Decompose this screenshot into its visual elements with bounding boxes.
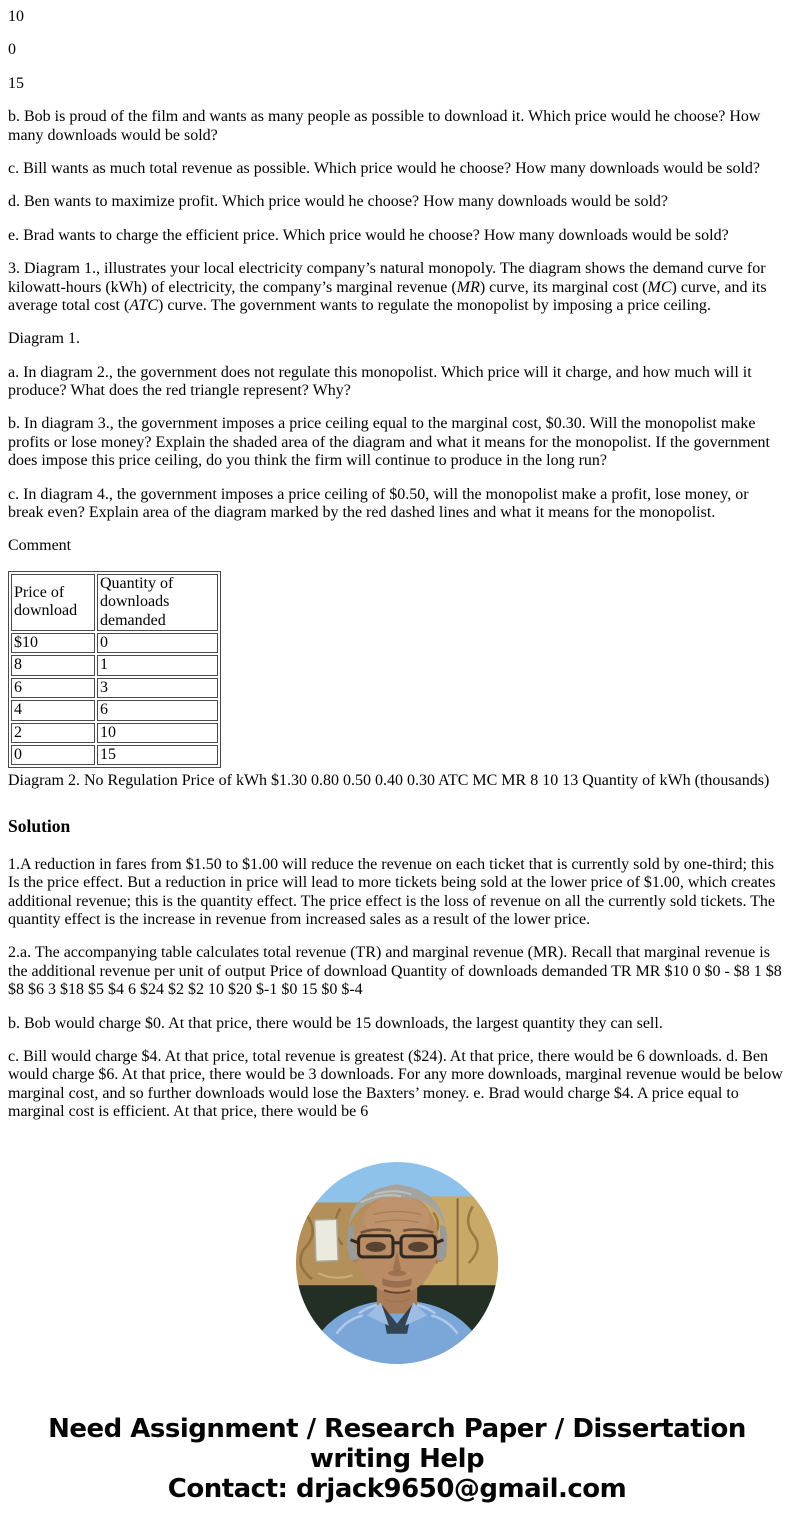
table-header-quantity: Quantity of downloads demanded [97,574,218,631]
subquestion-b: b. In diagram 3., the government imposes a price ceiling equal to the marginal cost, $0.30. Will the monopolist make profits or lose money? Explain the shaded area of the diagram and what it means for the monopolist. If the government does impose this price ceiling, do you think the firm will continue to produce in the long run? [8,415,770,470]
avatar [296,1162,498,1364]
document-page [8,8,786,1504]
axis-value-3: 15 [8,74,24,92]
price-cell: 0 [11,745,95,765]
portrait-photo [296,1162,498,1364]
wall-plate [314,1219,338,1261]
question-3 [8,260,786,315]
price-cell: 4 [11,700,95,720]
solution-paragraph-c: c. Bill would charge $4. At that price, total revenue is greatest ($24). At that price, there would be 6 downloads. d. Ben would charge $6. At that price, there would be 3 downloads. For any more downloads, marginal revenue would be below marginal cost, and so further downloads would lose the Baxters’ money. e. Brad would charge $4. A price equal to marginal cost is efficient. At that price, there would be 6 [8,1047,783,1121]
table-row [11,700,218,720]
italic-term: MC [647,278,672,296]
quantity-cell: 15 [97,745,218,765]
question-b: b. Bob is proud of the film and wants as many people as possible to download it. Which price would he choose? How many downloads would be sold? [8,108,761,144]
footer-banner [8,1414,786,1504]
solution-paragraph-b: b. Bob would charge $0. At that price, there would be 15 downloads, the largest quantity they can sell. [8,1014,663,1032]
price-cell: 6 [11,678,95,698]
text-run: ) curve, its marginal cost ( [479,278,648,296]
quantity-cell: 10 [97,723,218,743]
demand-schedule-table [8,571,221,769]
price-cell: $10 [11,633,95,653]
footer-line-1: Need Assignment / Research Paper / Dissertation [48,1413,746,1444]
quantity-cell: 0 [97,633,218,653]
axis-value-1: 10 [8,8,24,25]
quantity-cell: 6 [97,700,218,720]
quantity-cell: 1 [97,655,218,675]
table-row [11,723,218,743]
table-header-price: Price of download [11,574,95,631]
table-row [11,678,218,698]
question-c: c. Bill wants as much total revenue as possible. Which price would he choose? How many downloads would be sold? [8,159,760,177]
solution-paragraph-1: 1.A reduction in fares from $1.50 to $1.00 will reduce the revenue on each ticket that is currently sold by one-third; this Is the price effect. But a reduction in price will lead to more tickets being sold at the lower price of $1.00, which creates additional revenue; this is the quantity effect. The price effect is the loss of revenue on all the currently sold tickets. The quantity effect is the increase in revenue from increased sales as a result of the lower price. [8,855,776,929]
text-run: ) curve, and its average total cost ( [8,278,767,314]
question-e: e. Brad wants to charge the efficient price. Which price would he choose? How many downloads would be sold? [8,226,729,244]
comment-label: Comment [8,537,72,555]
price-cell: 8 [11,655,95,675]
italic-term: MR [456,278,480,296]
table-row [11,633,218,653]
table-header-row [11,574,218,631]
subquestion-c: c. In diagram 4., the government imposes a price ceiling of $0.50, will the monopolist make a profit, lose money, or break even? Explain area of the diagram marked by the red dashed lines and what it means for the monopolist. [8,485,749,522]
text-run: 3. Diagram 1., illustrates your local electricity company’s natural monopoly. The diagram shows the demand curve for kilowatt-hours (kWh) of electricity, the company’s marginal revenue ( [8,260,766,296]
text-run: ) curve. The government wants to regulate the monopolist by imposing a price ceiling. [158,296,711,314]
italic-term: ATC [129,296,159,314]
table-row [11,655,218,675]
table-row [11,745,218,765]
question-d: d. Ben wants to maximize profit. Which price would he choose? How many downloads would be sold? [8,193,669,211]
diagram2-caption: Diagram 2. No Regulation Price of kWh $1.30 0.80 0.50 0.40 0.30 ATC MC MR 8 10 13 Quantity of kWh (thousands) [8,772,770,790]
solution-paragraph-2a: 2.a. The accompanying table calculates total revenue (TR) and marginal revenue (MR). Recall that marginal revenue is the additional revenue per unit of output Price of download Quantity of downloads demanded TR MR $10 0 $0 - $8 1 $8 $8 $6 3 $18 $5 $4 6 $24 $2 $2 10 $20 $-1 $0 15 $0 $-4 [8,944,782,999]
solution-heading: Solution [8,815,71,836]
subquestion-a: a. In diagram 2., the government does not regulate this monopolist. Which price will it charge, and how much will it produce? What does the red triangle represent? Why? [8,363,752,400]
price-cell: 2 [11,723,95,743]
axis-value-2: 0 [8,41,16,59]
quantity-cell: 3 [97,678,218,698]
footer-line-3: Contact: drjack9650@gmail.com [167,1473,627,1504]
footer-line-2: writing Help [309,1443,485,1474]
diagram1-label: Diagram 1. [8,330,80,348]
